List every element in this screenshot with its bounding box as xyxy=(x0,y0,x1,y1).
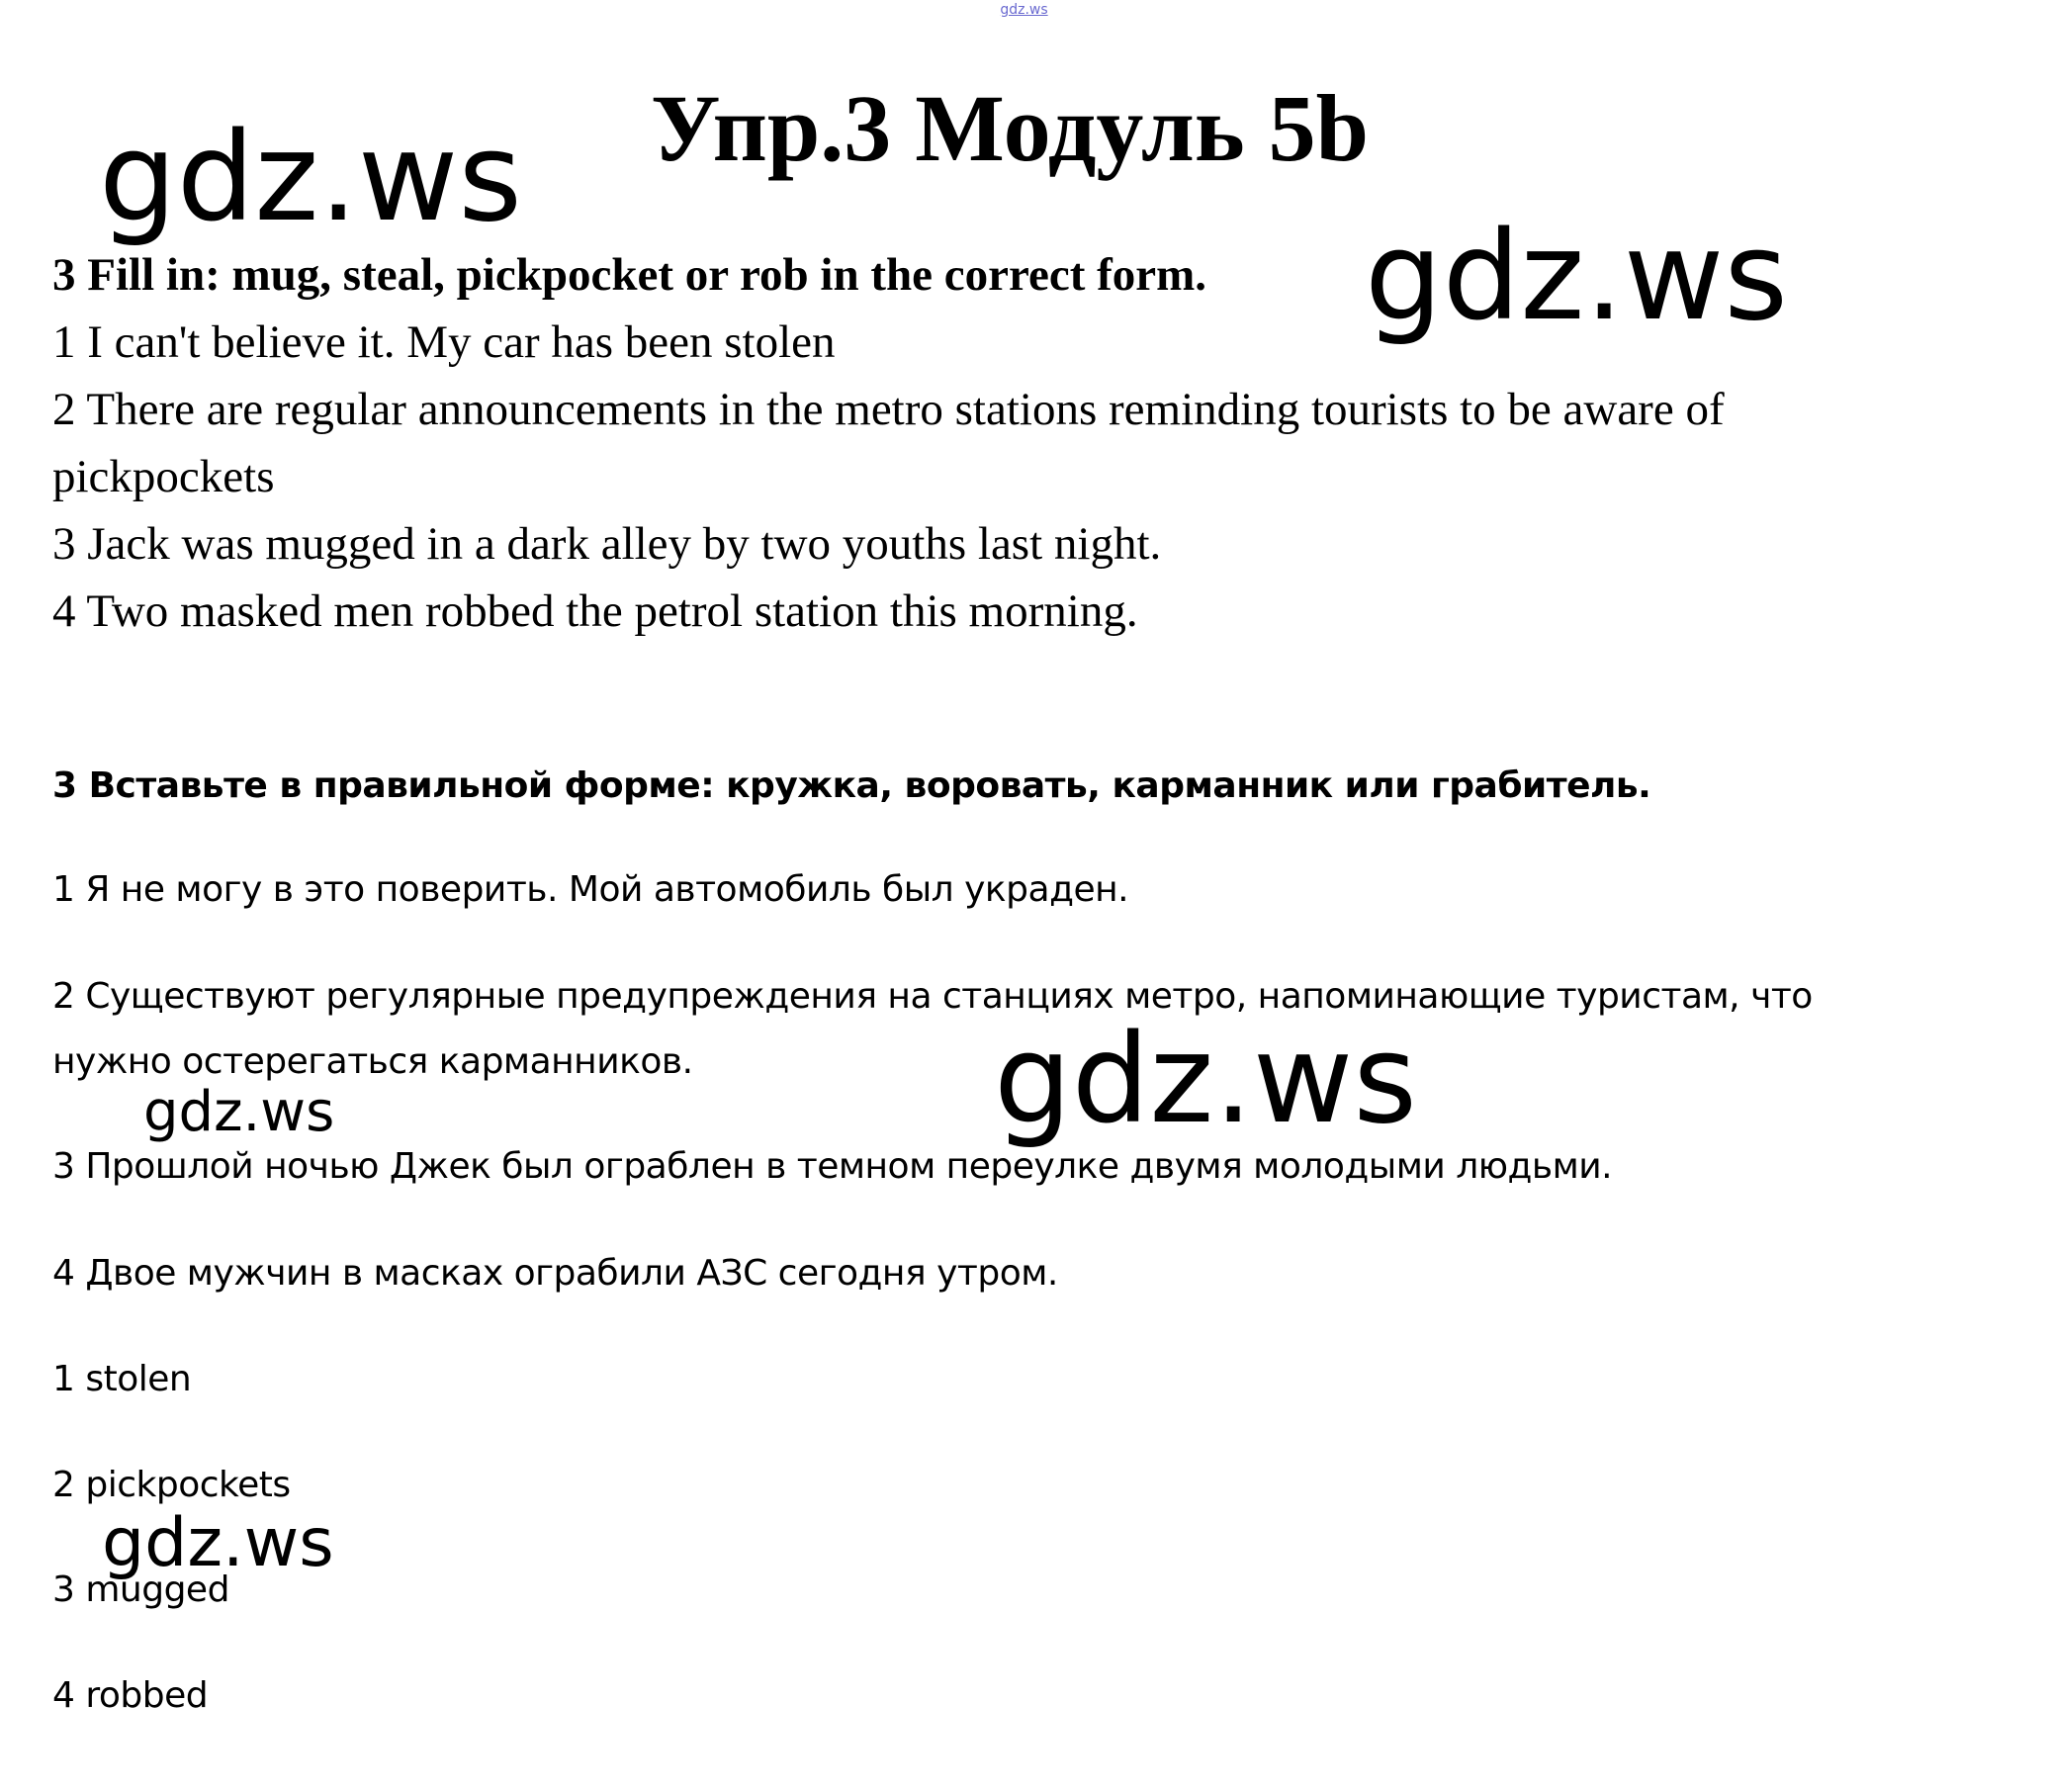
watermark-3: gdz.ws xyxy=(994,1009,1417,1151)
answer-3: 3 mugged xyxy=(52,1569,229,1610)
site-tag-top[interactable]: gdz.ws xyxy=(1000,2,1048,18)
english-heading: 3 Fill in: mug, steal, pickpocket or rob in the correct form. xyxy=(52,249,1207,301)
english-line-2a: 2 There are regular announcements in the metro stations reminding tourists to be aware of xyxy=(52,384,1725,435)
english-line-1: 1 I can't believe it. My car has been stolen xyxy=(52,316,836,368)
russian-line-2a: 2 Существуют регулярные предупреждения на станциях метро, напоминающие туристам, что xyxy=(52,976,1813,1017)
russian-line-1: 1 Я не могу в это поверить. Мой автомобиль был украден. xyxy=(52,869,1129,910)
english-line-2b: pickpockets xyxy=(52,451,275,502)
watermark-2: gdz.ws xyxy=(1365,206,1788,348)
russian-heading: 3 Вставьте в правильной форме: кружка, воровать, карманник или грабитель. xyxy=(52,765,1651,806)
russian-line-3: 3 Прошлой ночью Джек был ограблен в темном переулке двумя молодыми людьми. xyxy=(52,1146,1613,1187)
watermark-4: gdz.ws xyxy=(143,1080,335,1144)
watermark-5: gdz.ws xyxy=(102,1504,334,1582)
answer-2: 2 pickpockets xyxy=(52,1465,291,1505)
english-line-3: 3 Jack was mugged in a dark alley by two youths last night. xyxy=(52,518,1162,570)
english-line-4: 4 Two masked men robbed the petrol station this morning. xyxy=(52,585,1138,637)
russian-line-2b: нужно остерегаться карманников. xyxy=(52,1041,693,1082)
page-title: Упр.3 Модуль 5b xyxy=(651,75,1370,181)
answer-4: 4 robbed xyxy=(52,1675,209,1716)
answer-1: 1 stolen xyxy=(52,1359,192,1399)
watermark-1: gdz.ws xyxy=(99,107,522,249)
russian-line-4: 4 Двое мужчин в масках ограбили АЗС сегодня утром. xyxy=(52,1253,1058,1294)
